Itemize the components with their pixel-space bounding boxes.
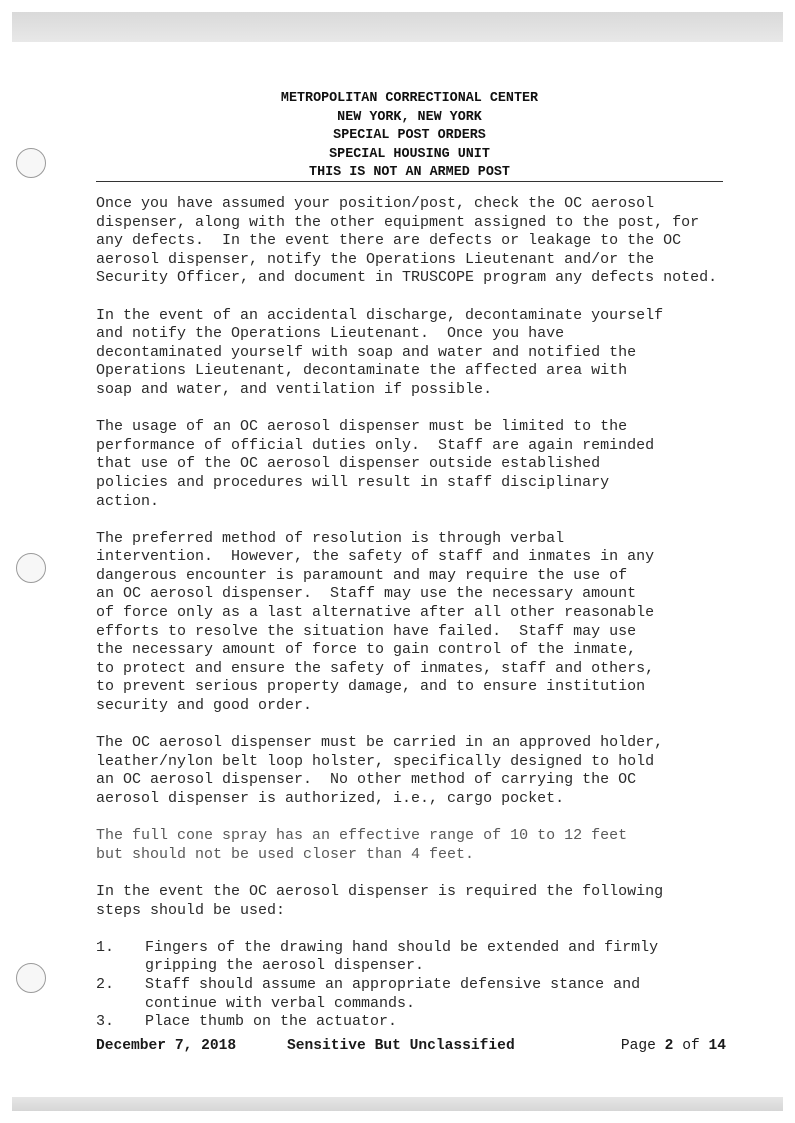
footer-classification: Sensitive But Unclassified (287, 1038, 515, 1054)
header-doc-type: SPECIAL POST ORDERS (333, 128, 486, 144)
header-divider (96, 181, 723, 182)
step-number: 1. (96, 938, 115, 956)
header-post-status: THIS IS NOT AN ARMED POST (309, 165, 510, 181)
step-text: Fingers of the drawing hand should be extended and firmly gripping the aerosol dispenser. (145, 938, 659, 975)
paragraph-steps-intro: In the event the OC aerosol dispenser is required the following steps should be used: (96, 882, 664, 919)
header-institution: METROPOLITAN CORRECTIONAL CENTER (280, 91, 539, 106)
scan-edge-top (12, 12, 783, 42)
page-of: of (682, 1038, 700, 1054)
list-item (96, 939, 731, 976)
steps-list (96, 939, 731, 1032)
punch-hole-middle (16, 553, 46, 583)
punch-hole-bottom (16, 963, 46, 993)
document-body (96, 195, 731, 1032)
page-footer (96, 1038, 726, 1058)
step-text: Staff should assume an appropriate defensive stance and continue with verbal commands. (145, 975, 641, 1012)
scan-edge-bottom (12, 1097, 783, 1111)
document-header (96, 90, 723, 183)
list-item (96, 976, 731, 1013)
page-current: 2 (664, 1038, 674, 1054)
paragraph-accidental-discharge: In the event of an accidental discharge, decontaminate yourself and notify the Operations Lieutenant. Once you have decontaminated yourself with soap and water and notified the Operations Lieutenant, decontaminate the affected area with soap and water, and ventilation if possible. (96, 306, 664, 398)
page-prefix: Page (620, 1038, 656, 1054)
step-number: 3. (96, 1013, 115, 1031)
list-item (96, 1013, 731, 1032)
paragraph-resolution-method: The preferred method of resolution is through verbal intervention. However, the safety of staff and inmates in any dangerous encounter is paramount and may require the use of an OC aerosol dispenser. Staff may use the necessary amount of force only as a last alternative after all other reasonable efforts to resolve the situation have failed. Staff may use the necessary amount of force to gain control of the inmate, to protect and ensure the safety of inmates, staff and others, to prevent serious property damage, and to ensure institution security and good order. (96, 529, 655, 715)
paragraph-usage-limits: The usage of an OC aerosol dispenser must be limited to the performance of official duties only. Staff are again reminded that use of the OC aerosol dispenser outside established policies and procedures will result in staff disciplinary action. (96, 418, 655, 510)
step-text: Place thumb on the actuator. (145, 1013, 398, 1031)
header-unit: SPECIAL HOUSING UNIT (329, 146, 490, 162)
paragraph-carrying-method: The OC aerosol dispenser must be carried in an approved holder, leather/nylon belt loop holster, specifically designed to hold an OC aerosol dispenser. No other method of carrying the OC aerosol dispenser is authorized, i.e., cargo pocket. (96, 734, 664, 807)
footer-date: December 7, 2018 (96, 1038, 237, 1054)
page-number (621, 1038, 726, 1054)
header-location: NEW YORK, NEW YORK (337, 109, 482, 125)
step-number: 2. (96, 975, 115, 993)
paragraph-spray-range: The full cone spray has an effective range of 10 to 12 feet but should not be used closer than 4 feet. (96, 827, 628, 863)
punch-hole-top (16, 148, 46, 178)
page-total: 14 (708, 1038, 726, 1054)
paragraph-equipment-check: Once you have assumed your position/post, check the OC aerosol dispenser, along with the other equipment assigned to the post, for any defects. In the event there are defects or leakage to the OC aerosol dispenser, notify the Operations Lieutenant and/or the Security Officer, and document in TRUSCOPE program any defects noted. (96, 195, 718, 287)
